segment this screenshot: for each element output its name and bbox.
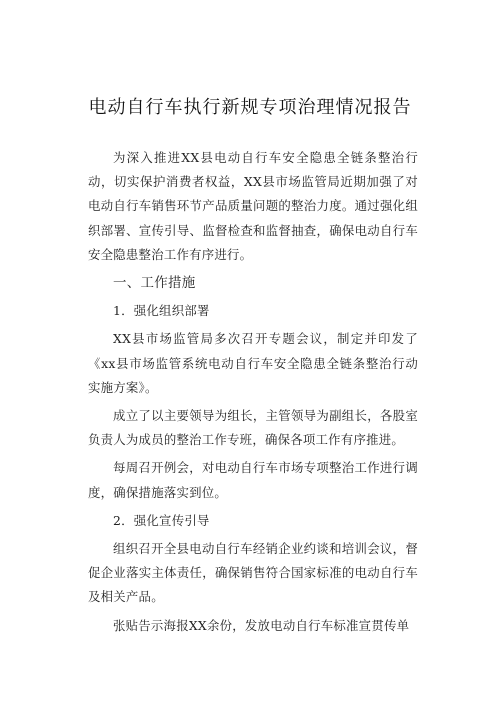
subsection-heading-publicity: 2．强化宣传引导: [113, 512, 210, 528]
document-body: [88, 146, 418, 638]
body-paragraph: 张贴告示海报XX余份，发放电动自行车标准宣贯传单: [113, 617, 410, 633]
subsection-heading-organization: 1．强化组织部署: [113, 303, 210, 319]
body-paragraph: XX县市场监管局多次召开专题会议，制定并印发了《xx县市场监管系统电动自行车安全隐患全链条整治行动实施方案》。: [88, 331, 418, 395]
document-title: 电动自行车执行新规专项治理情况报告: [88, 97, 412, 118]
body-paragraph: 组织召开全县电动自行车经销企业约谈和培训会议，督促企业落实主体责任，确保销售符合国家标准的电动自行车及相关产品。: [88, 541, 418, 605]
body-paragraph: 成立了以主要领导为组长，主管领导为副组长，各股室负责人为成员的整治工作专班，确保各项工作有序推进。: [88, 408, 418, 448]
intro-paragraph: 为深入推进XX县电动自行车安全隐患全链条整治行动，切实保护消费者权益，XX县市场监管局近期加强了对电动自行车销售环节产品质量问题的整治力度。通过强化组织部署、宣传引导、监督检查和监督抽查，确保电动自行车安全隐患整治工作有序进行。: [88, 150, 418, 262]
body-paragraph: 每周召开例会，对电动自行车市场专项整治工作进行调度，确保措施落实到位。: [88, 460, 418, 500]
section-heading-measures: 一、工作措施: [113, 275, 196, 292]
